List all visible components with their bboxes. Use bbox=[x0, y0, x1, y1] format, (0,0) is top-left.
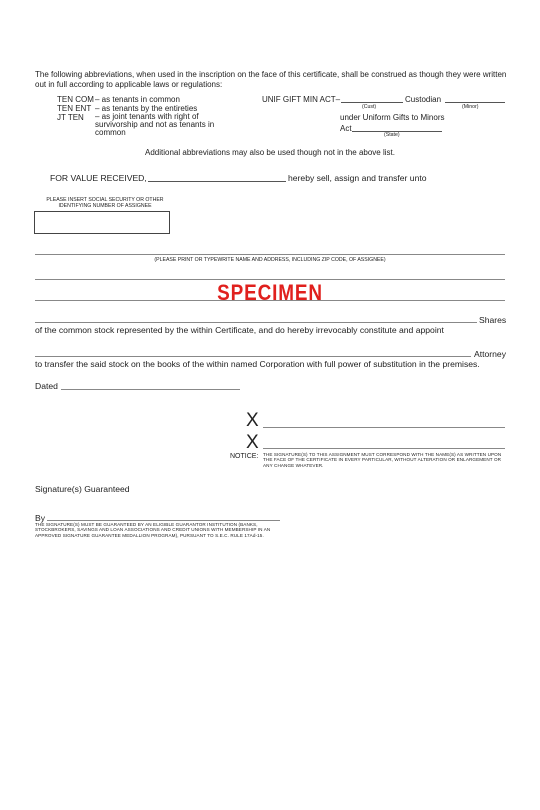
custodian-label: Custodian bbox=[405, 95, 442, 104]
uniform-gifts-text: under Uniform Gifts to Minors bbox=[340, 113, 445, 122]
guarantor-line[interactable] bbox=[47, 520, 280, 521]
ssn-input-box[interactable] bbox=[34, 211, 170, 234]
act-label: Act bbox=[340, 124, 352, 133]
gift-label: UNIF GIFT MIN ACT– bbox=[262, 95, 341, 104]
shares-line[interactable] bbox=[35, 322, 477, 323]
additional-abbreviations-note: Additional abbreviations may also be used though not in the above list. bbox=[145, 148, 395, 157]
dated-label: Dated bbox=[35, 381, 58, 391]
signature-x-1: X bbox=[246, 410, 259, 431]
by-label: By bbox=[35, 513, 46, 523]
signature-x-2: X bbox=[246, 432, 259, 453]
ssn-label: PLEASE INSERT SOCIAL SECURITY OR OTHER IDENTIFYING NUMBER OF ASSIGNEE bbox=[46, 197, 164, 209]
intro-text: The following abbreviations, when used in the inscription on the face of this certificate, shall be construed as though they were written out in full according to applicable laws or regulations: bbox=[35, 70, 507, 89]
minor-caption: (Minor) bbox=[462, 104, 479, 110]
abbr-code-jt-ten: JT TEN bbox=[57, 113, 84, 122]
shares-label: Shares bbox=[479, 315, 507, 325]
notice-label: NOTICE: bbox=[230, 453, 259, 460]
minor-line[interactable] bbox=[445, 102, 505, 103]
abbr-code-ten-ent: TEN ENT bbox=[57, 104, 92, 113]
abbr-meaning-ten-com: – as tenants in common bbox=[95, 95, 180, 104]
common-stock-text: of the common stock represented by the within Certificate, and do hereby irrevocably constitute and appoint bbox=[35, 325, 444, 335]
abbr-meaning-ten-ent: – as tenants by the entireties bbox=[95, 104, 198, 113]
assignee-name-line[interactable] bbox=[35, 254, 505, 255]
value-received-label: FOR VALUE RECEIVED, bbox=[50, 173, 147, 183]
cust-line[interactable] bbox=[341, 102, 403, 103]
state-caption: (State) bbox=[384, 132, 400, 138]
abbr-meaning-jt-ten: – as joint tenants with right of survivorship and not as tenants in common bbox=[95, 112, 215, 138]
specimen-watermark: SPECIMEN bbox=[217, 280, 323, 305]
signature-line-2[interactable] bbox=[263, 448, 505, 449]
date-line[interactable] bbox=[61, 389, 240, 390]
transfer-text: to transfer the said stock on the books of the within named Corporation with full power of substitution in the premises. bbox=[35, 359, 480, 369]
attorney-label: Attorney bbox=[474, 349, 507, 359]
abbr-code-ten-com: TEN COM bbox=[57, 95, 94, 104]
sell-assign-text: hereby sell, assign and transfer unto bbox=[288, 173, 427, 183]
guarantee-text: THE SIGNATURE(S) MUST BE GUARANTEED BY AN ELIGIBLE GUARANTOR INSTITUTION (BANKS, STOCKBROKERS, SAVINGS AND LOAN ASSOCIATIONS AND CREDIT UNIONS WITH MEMBERSHIP IN AN APPROVED SIGNATURE GUARANTEE MEDALLION PROGRAM), PURSUANT TO S.E.C. RULE 17Ad-15. bbox=[35, 522, 271, 538]
cust-caption: (Cust) bbox=[362, 104, 377, 110]
signature-line-1[interactable] bbox=[263, 427, 505, 428]
attorney-line[interactable] bbox=[35, 356, 471, 357]
notice-text: THE SIGNATURE(S) TO THIS ASSIGNMENT MUST CORRESPOND WITH THE NAME(S) AS WRITTEN UPON THE FACE OF THE CERTIFICATE IN EVERY PARTICULAR, WITHOUT ALTERATION OR ENLARGEMENT OR ANY CHANGE WHATEVER. bbox=[263, 452, 502, 468]
assignor-name-line[interactable] bbox=[148, 181, 286, 182]
signature-guaranteed-label: Signature(s) Guaranteed bbox=[35, 484, 130, 494]
print-name-caption: (PLEASE PRINT OR TYPEWRITE NAME AND ADDRESS, INCLUDING ZIP CODE, OF ASSIGNEE) bbox=[154, 257, 386, 263]
